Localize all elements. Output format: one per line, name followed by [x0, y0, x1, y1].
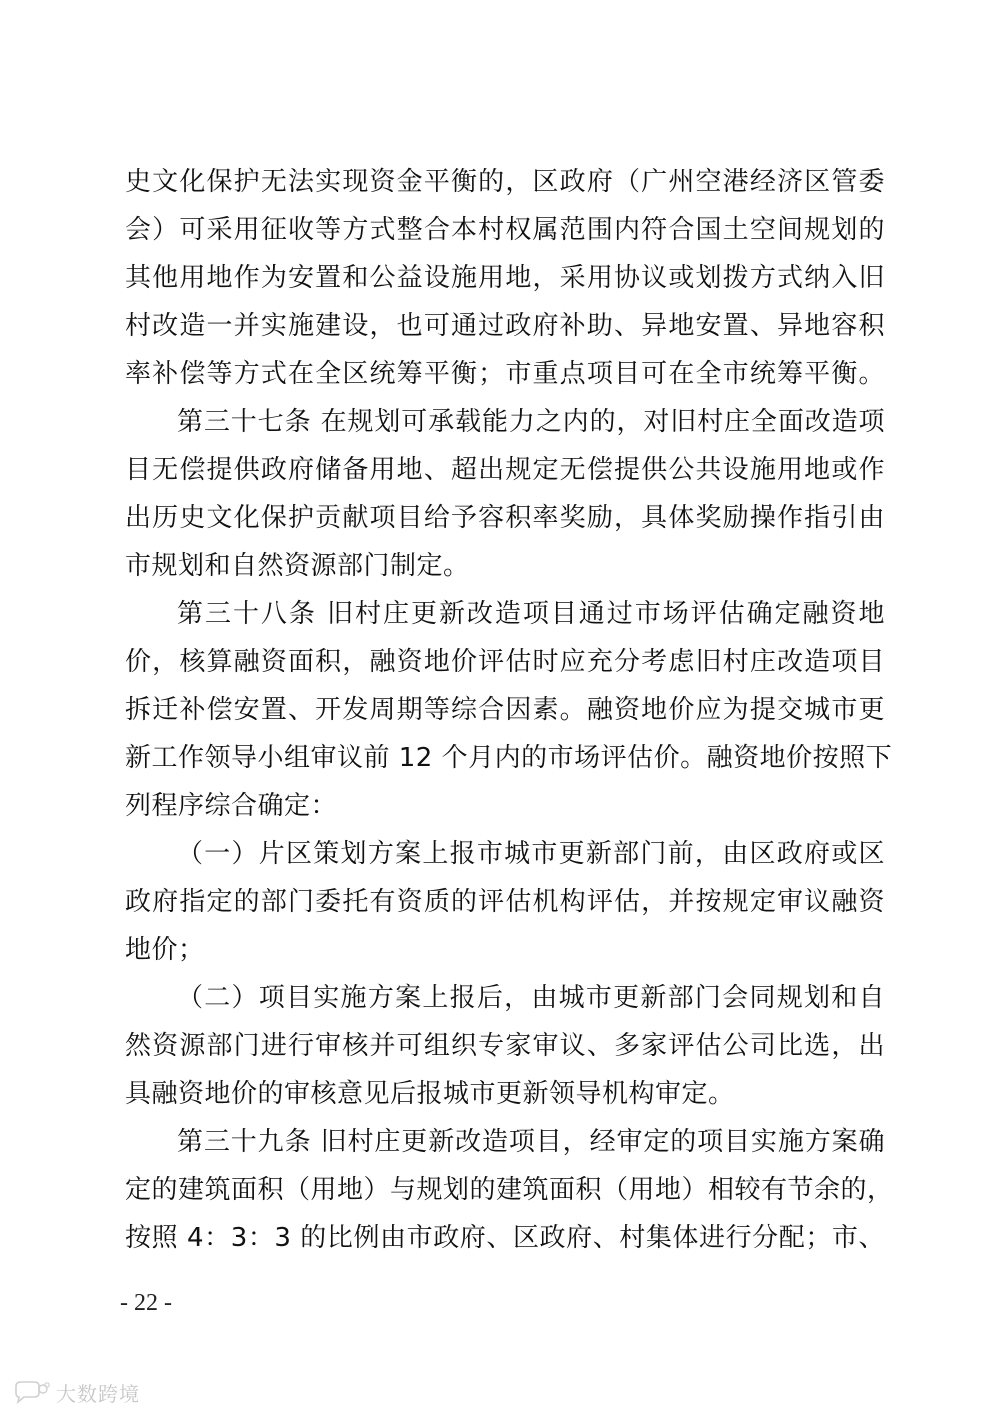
text-line: 具融资地价的审核意见后报城市更新领导机构审定。 — [125, 1079, 735, 1109]
text-line: 定的建筑面积（用地）与规划的建筑面积（用地）相较有节余的， — [125, 1175, 894, 1205]
text-line: 地价； — [125, 935, 205, 965]
article-38-heading-line: 第三十八条 旧村庄更新改造项目通过市场评估确定融资地 — [177, 599, 885, 629]
text-line: 政府指定的部门委托有资质的评估机构评估，并按规定审议融资 — [125, 887, 885, 917]
body-text — [125, 158, 894, 1262]
text-line: 其他用地作为安置和公益设施用地，采用协议或划拨方式纳入旧 — [125, 263, 885, 293]
text-line: 出历史文化保护贡献项目给予容积率奖励，具体奖励操作指引由 — [125, 503, 885, 533]
text-line: 按照 4：3：3 的比例由市政府、区政府、村集体进行分配；市、 — [125, 1223, 885, 1253]
text-line: 目无偿提供政府储备用地、超出规定无偿提供公共设施用地或作 — [125, 455, 885, 485]
article-37-heading-line: 第三十七条 在规划可承载能力之内的，对旧村庄全面改造项 — [177, 407, 885, 437]
watermark — [12, 1378, 140, 1407]
text-line: 拆迁补偿安置、开发周期等综合因素。融资地价应为提交城市更 — [125, 695, 885, 725]
page-number: - 22 - — [120, 1290, 172, 1316]
text-line: 然资源部门进行审核并可组织专家审议、多家评估公司比选，出 — [125, 1031, 885, 1061]
text-line: 率补偿等方式在全区统筹平衡；市重点项目可在全市统筹平衡。 — [125, 359, 885, 389]
article-39-heading-line: 第三十九条 旧村庄更新改造项目，经审定的项目实施方案确 — [177, 1127, 885, 1157]
text-line: 村改造一并实施建设，也可通过政府补助、异地安置、异地容积 — [125, 311, 885, 341]
text-line: 列程序综合确定： — [125, 791, 338, 821]
text-line: 新工作领导小组审议前 12 个月内的市场评估价。融资地价按照下 — [125, 743, 893, 773]
clause-2-line: （二）项目实施方案上报后，由城市更新部门会同规划和自 — [177, 983, 885, 1013]
text-line: 市规划和自然资源部门制定。 — [125, 551, 470, 581]
text-line: 价，核算融资面积，融资地价评估时应充分考虑旧村庄改造项目 — [125, 647, 885, 677]
clause-1-line: （一）片区策划方案上报市城市更新部门前，由区政府或区 — [177, 839, 885, 869]
text-line: 史文化保护无法实现资金平衡的，区政府（广州空港经济区管委 — [125, 167, 885, 197]
watermark-text: 大数跨境 — [56, 1382, 140, 1406]
chat-bubble-logo-icon — [12, 1380, 50, 1406]
text-line: 会）可采用征收等方式整合本村权属范围内符合国土空间规划的 — [125, 215, 885, 245]
